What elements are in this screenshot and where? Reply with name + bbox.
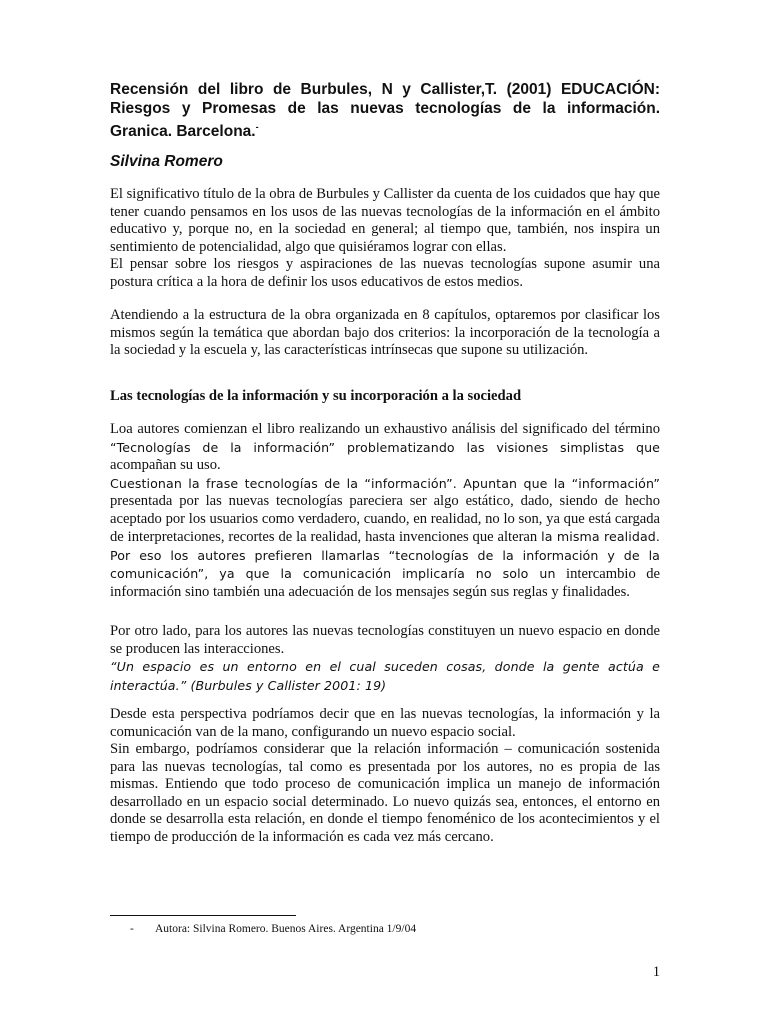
section-paragraph-4: Desde esta perspectiva podríamos decir que en las nuevas tecnologías, la información y la comunicación van de la mano, configurando un nuevo espacio social.: [110, 706, 660, 740]
author-name: Silvina Romero: [110, 153, 223, 170]
quote-text: “Un espacio es un entorno en el cual suceden cosas, donde la gente actúa e interactúa.”: [110, 659, 660, 693]
section-heading-block: [110, 388, 660, 406]
closing-block: [110, 706, 660, 846]
section-heading: Las tecnologías de la información y su incorporación a la sociedad: [110, 388, 522, 404]
title-footnote-mark: -: [255, 122, 259, 132]
quote-paragraph: [110, 658, 660, 695]
section-paragraph-1: [110, 421, 660, 475]
intro-block: [110, 186, 660, 291]
section-paragraph-5: Sin embargo, podríamos considerar que la relación información – comunicación sostenida para las nuevas tecnologías, tal como es presentada por los autores, no es propia de las mismas. Entiendo que todo proceso de comunicación implica un manejo de información desarrollado en un espacio social determinado. Lo nuevo quizás sea, entonces, el entorno en donde se desarrolla esta relación, en donde el tiempo fenoménico de los acontecimientos y el tiempo de producción de la información es cada vez más cercano.: [110, 741, 660, 845]
section-p1-text-c: acompañan su uso.: [110, 457, 221, 473]
intro-paragraph-3: Atendiendo a la estructura de la obra organizada en 8 capítulos, optaremos por clasificar los mismos según la temática que abordan bajo dos criterios: la incorporación de la tecnología a la sociedad y la escuela y, las características intrínsecas que supone su utilización.: [110, 307, 660, 358]
document-title: [110, 80, 660, 141]
section-p2-text-d: intercambio de información sino también una adecuación de los mensajes según sus reglas y finalidades.: [110, 566, 660, 600]
title-text: Recensión del libro de Burbules, N y Callister,T. (2001) EDUCACIÓN: Riesgos y Promesas de las nuevas tecnologías de la información. Granica. Barcelona.: [110, 81, 660, 141]
section-p2-text-c: la misma realidad. Por eso los autores prefieren llamarlas “tecnologías de la información y de la comunicación”, ya que la comunicación implicaría no solo un: [110, 529, 660, 581]
footnote-marker: -: [130, 923, 134, 935]
footnote: [130, 922, 416, 936]
page-number: 1: [652, 964, 660, 980]
section-paragraph-3: Por otro lado, para los autores las nuevas tecnologías constituyen un nuevo espacio en donde se producen las interacciones.: [110, 623, 660, 657]
section-paragraph-2: [110, 475, 660, 602]
intro-paragraph-3-block: [110, 307, 660, 360]
quote-block: [110, 623, 660, 695]
footnote-separator: [110, 915, 296, 916]
intro-paragraph-2: El pensar sobre los riesgos y aspiraciones de las nuevas tecnologías supone asumir una postura crítica a la hora de definir los usos educativos de estos medios.: [110, 256, 660, 290]
section-p2-text-a: Cuestionan la frase tecnologías de la “información”. Apuntan que la “información”: [110, 475, 660, 491]
intro-paragraph-1: El significativo título de la obra de Burbules y Callister da cuenta de los cuidados que hay que tener cuando pensamos en los usos de las nuevas tecnologías de la información en el ámbito educativo y, porque no, en la sociedad en general; al tiempo que, también, nos inspira un sentimiento de potencialidad, algo que quisiéramos lograr con ellas.: [110, 186, 660, 255]
section-p1-text-a: Loa autores comienzan el libro realizando un exhaustivo análisis del significado del término: [110, 421, 660, 437]
section-body-block: [110, 421, 660, 601]
section-p1-text-b: “Tecnologías de la información” problematizando las visiones simplistas que: [110, 439, 660, 455]
footnote-text: Autora: Silvina Romero. Buenos Aires. Argentina 1/9/04: [155, 923, 417, 935]
quote-citation: (Burbules y Callister 2001: 19): [186, 677, 387, 693]
section-p2-text-b: presentada por las nuevas tecnologías pareciera ser algo estático, dado, siendo de hecho aceptado por los usuarios como verdadero, cuando, en realidad, no lo son, ya que está cargada de interpretaciones, recortes de la realidad, hasta invenciones que alteran: [110, 493, 660, 545]
